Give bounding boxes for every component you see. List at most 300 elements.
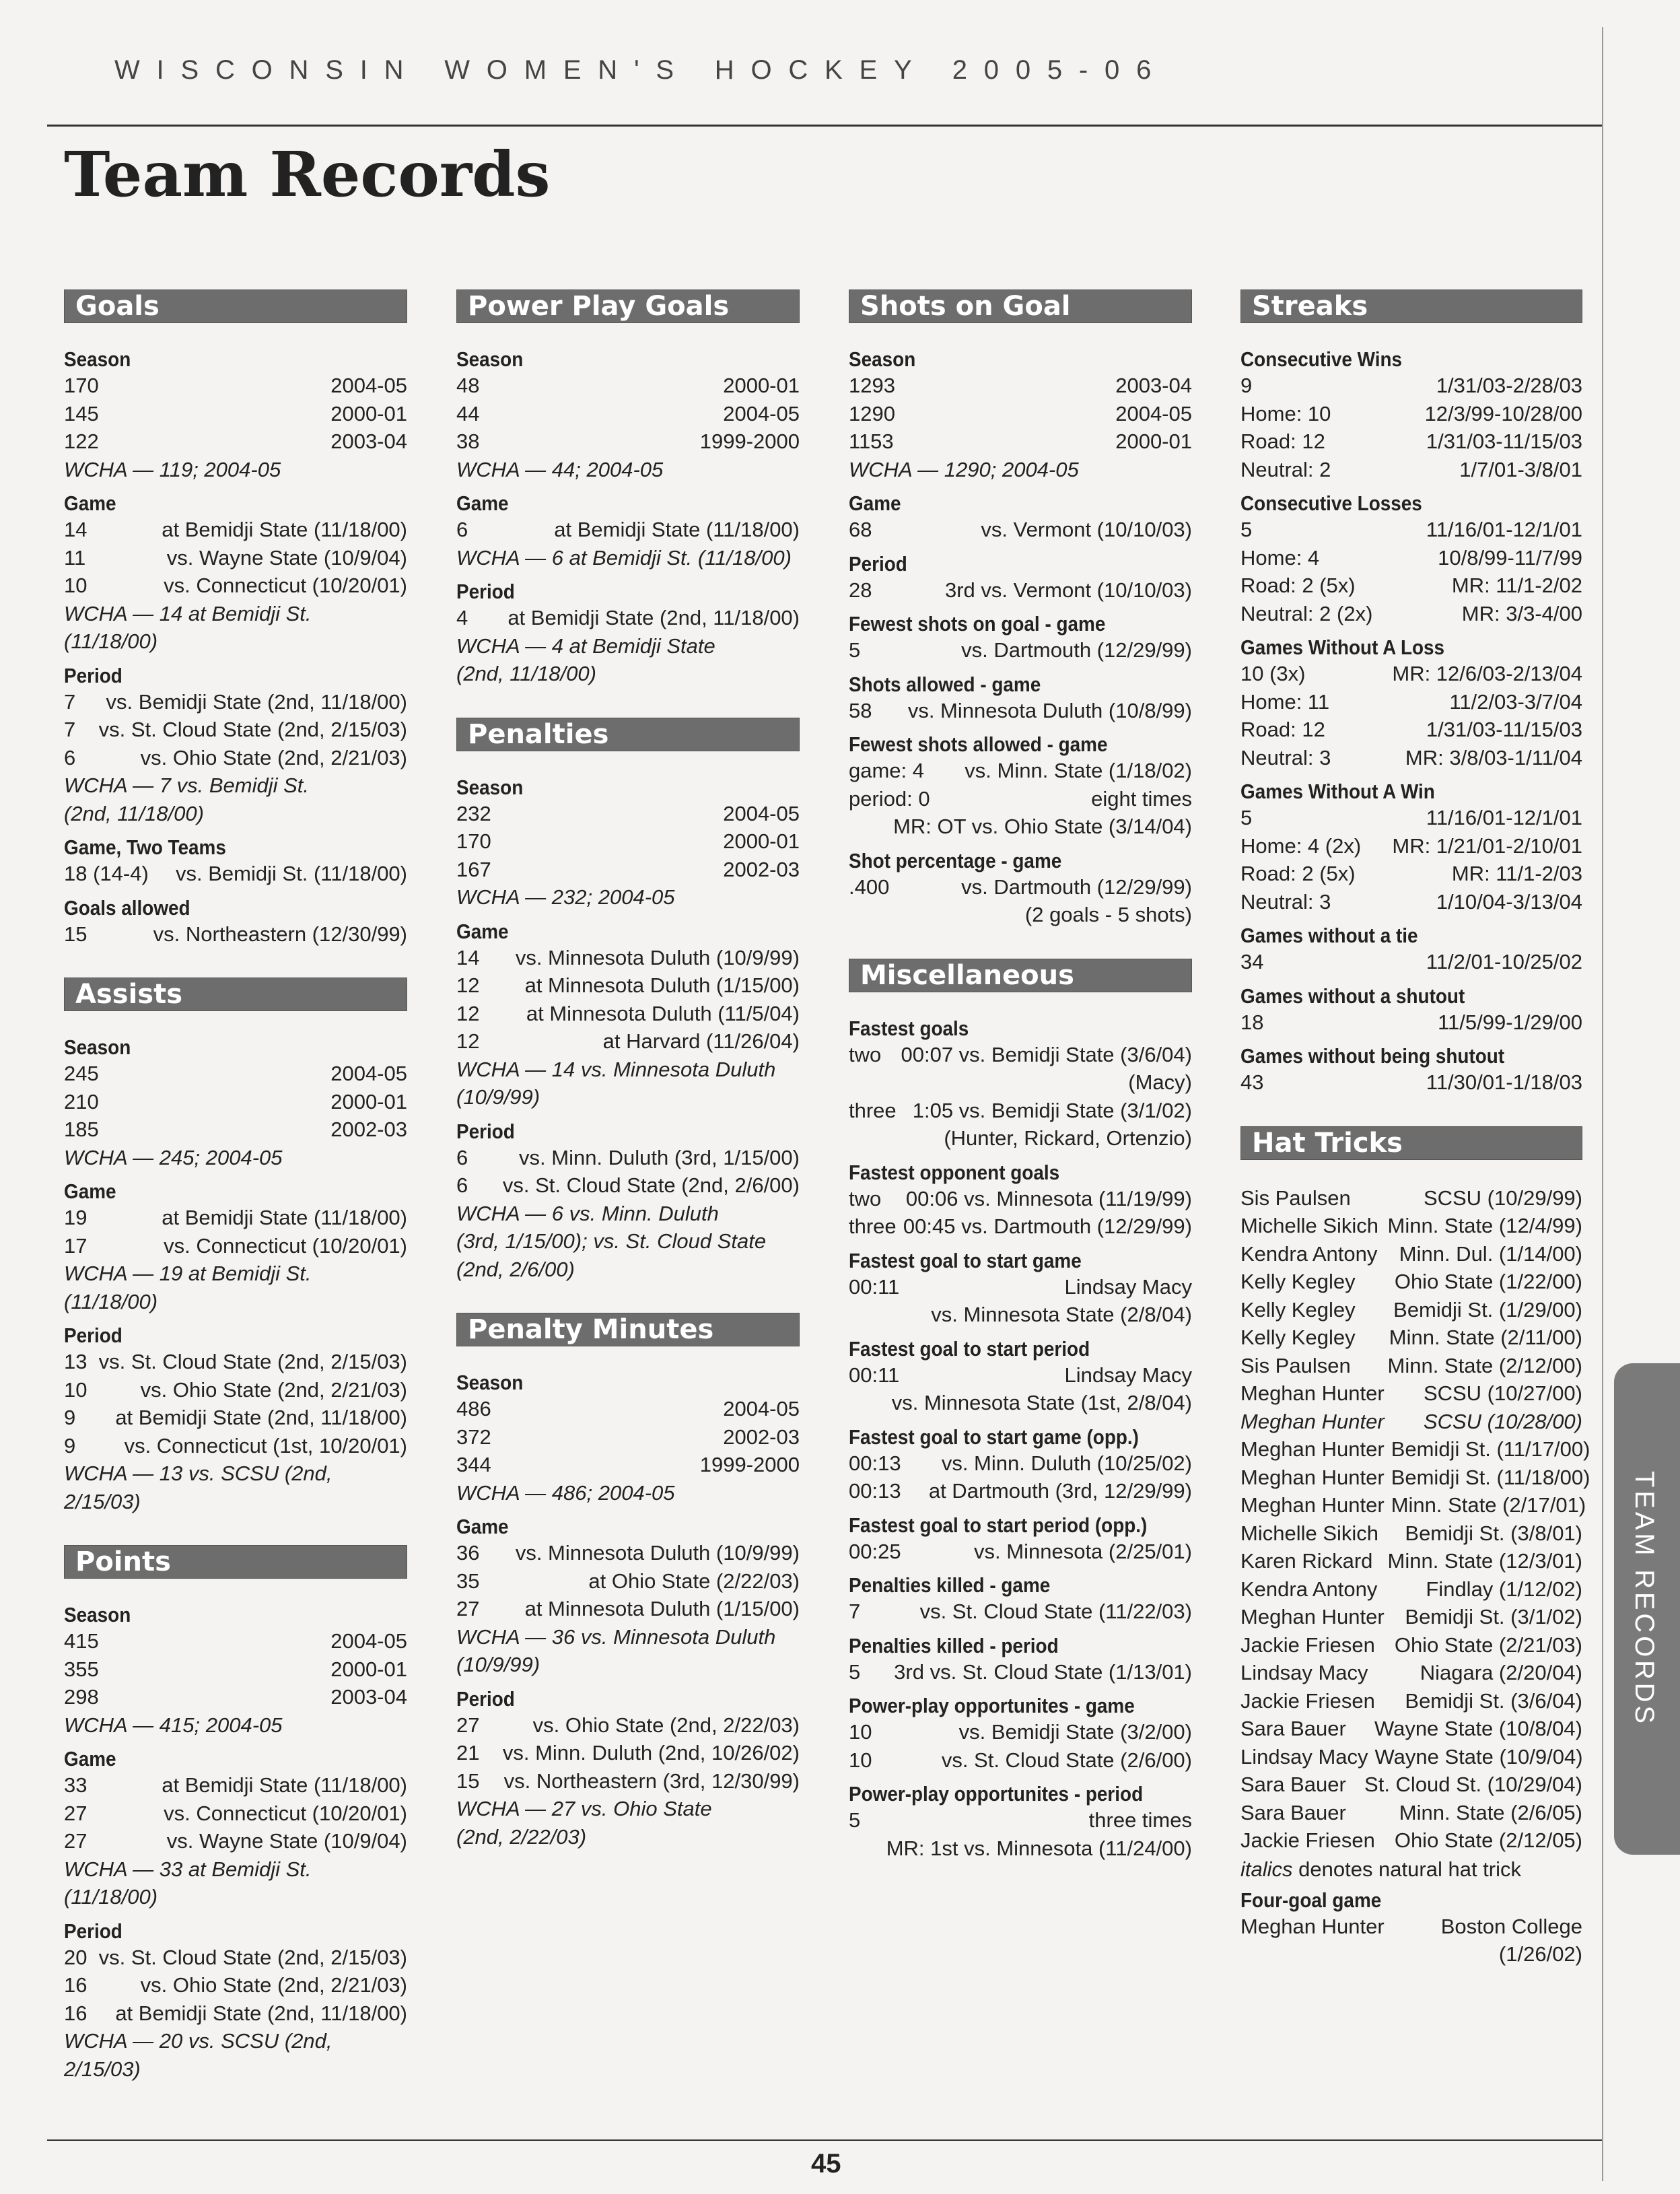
record-category-label: Power-play opportunites - period (849, 1782, 1144, 1806)
record-detail: at Bemidji State (11/18/00) (162, 1773, 407, 1797)
record-value: 415 (64, 1629, 99, 1653)
record-row (1240, 1799, 1582, 1827)
record-value: 344 (456, 1453, 491, 1476)
record-value: 372 (456, 1425, 491, 1449)
wcha-record-note: WCHA — 486; 2004-05 (456, 1480, 675, 1505)
record-detail: vs. Minn. Duluth (2nd, 10/26/02) (502, 1741, 800, 1764)
record-detail: 11/16/01-12/1/01 (1426, 518, 1582, 541)
footer-rule (47, 2139, 1602, 2141)
record-value: 10 (64, 574, 88, 597)
record-detail: vs. Minn. Duluth (10/25/02) (941, 1451, 1192, 1475)
record-detail: vs. Connecticut (10/20/01) (164, 1233, 407, 1258)
record-value: Neutral: 3 (1240, 745, 1331, 769)
record-value: two (849, 1042, 882, 1066)
record-row (849, 1273, 1192, 1301)
record-category-label: Power-play opportunites - game (849, 1694, 1135, 1717)
wcha-record-note: WCHA — 6 at Bemidji St. (11/18/00) (456, 545, 792, 570)
record-category-label: Season (64, 1035, 131, 1059)
record-category (64, 835, 407, 888)
record-value: 9 (1240, 374, 1253, 397)
record-row (1240, 427, 1582, 456)
record-row (64, 744, 407, 772)
record-value: three (849, 1098, 897, 1122)
record-row (849, 873, 1192, 901)
record-row (1240, 1743, 1582, 1771)
wcha-record-note: WCHA — 4 at Bemidji State (456, 633, 715, 658)
record-row (456, 1567, 800, 1596)
wcha-record-note: WCHA — 13 vs. SCSU (2nd, 2/15/03) (64, 1462, 332, 1513)
record-detail: vs. Ohio State (2nd, 2/21/03) (140, 1377, 407, 1402)
record-detail: 2004-05 (723, 1397, 800, 1420)
record-row (849, 1806, 1192, 1835)
record-category-label: Period (456, 580, 515, 603)
record-value: 210 (64, 1089, 99, 1113)
record-detail: 3rd vs. St. Cloud State (1/13/01) (894, 1659, 1192, 1684)
record-detail: at Harvard (11/26/04) (602, 1029, 800, 1053)
wcha-record-note: WCHA — 36 vs. Minnesota Duluth (456, 1624, 776, 1649)
record-value: 5 (1240, 518, 1253, 541)
record-row (1240, 948, 1582, 976)
record-row (1240, 1240, 1582, 1268)
record-value: 7 (849, 1600, 861, 1623)
record-value: Kelly Kegley (1240, 1297, 1356, 1322)
record-category-label: Game, Two Teams (64, 835, 226, 859)
record-detail: 11/16/01-12/1/01 (1426, 806, 1582, 829)
record-detail: Minn. State (2/6/05) (1399, 1800, 1582, 1824)
record-row (1240, 1068, 1582, 1097)
column-1 (64, 289, 407, 2113)
record-value: 27 (64, 1801, 88, 1825)
record-category-label: Game (849, 491, 901, 515)
record-row (1240, 1008, 1582, 1037)
record-category-label: Games without a tie (1240, 924, 1418, 947)
record-value: 58 (849, 698, 872, 722)
record-row (64, 516, 407, 544)
record-value: three (849, 1214, 897, 1238)
record-detail: MR: 12/6/03-2/13/04 (1392, 662, 1582, 685)
record-detail: vs. Minnesota Duluth (10/9/99) (515, 1541, 800, 1565)
record-row (64, 1204, 407, 1232)
record-detail: vs. Wayne State (10/9/04) (166, 545, 407, 570)
record-value: Meghan Hunter (1240, 1914, 1385, 1938)
record-value: 10 (64, 1377, 88, 1402)
record-category-label: Games Without A Win (1240, 780, 1435, 803)
record-category-label: Game (64, 1747, 116, 1771)
column-2 (456, 289, 800, 1880)
record-category-label: Season (456, 1371, 524, 1394)
record-row (849, 1212, 1192, 1241)
record-row (1240, 600, 1582, 628)
record-detail: 2003-04 (1115, 374, 1192, 397)
record-row (64, 1404, 407, 1432)
record-value: 00:11 (849, 1363, 900, 1387)
record-value: 12 (456, 1029, 480, 1053)
record-value: Sis Paulsen (1240, 1186, 1351, 1210)
record-value: Jackie Friesen (1240, 1633, 1375, 1657)
record-value: 167 (456, 857, 491, 881)
record-row (456, 1539, 800, 1567)
record-row (1240, 544, 1582, 572)
record-value: 15 (456, 1769, 480, 1793)
record-value: Sis Paulsen (1240, 1353, 1351, 1377)
section-goals (64, 289, 407, 948)
record-value: Kendra Antony (1240, 1241, 1378, 1266)
record-value: 1293 (849, 374, 895, 397)
record-category-label: Fastest opponent goals (849, 1160, 1060, 1184)
record-category-label: Fastest goal to start game (opp.) (849, 1425, 1139, 1449)
record-row (64, 427, 407, 456)
record-row (456, 827, 800, 856)
record-category-label: Fastest goal to start period (849, 1336, 1090, 1361)
record-row (1240, 1212, 1582, 1240)
record-detail: 1/10/04-3/13/04 (1436, 889, 1582, 914)
record-value: Sara Bauer (1240, 1800, 1346, 1824)
record-category-label: Season (64, 1603, 131, 1626)
record-row (849, 757, 1192, 785)
record-row (849, 372, 1192, 400)
record-row (849, 1361, 1192, 1390)
record-row (849, 427, 1192, 456)
section-ppg (456, 289, 800, 688)
record-detail: 11/5/99-1/29/00 (1438, 1010, 1582, 1034)
wcha-record-note: (2nd, 2/6/00) (456, 1257, 575, 1281)
record-value: 245 (64, 1062, 99, 1085)
record-category-label: Season (456, 347, 524, 371)
record-value: 6 (456, 1145, 468, 1169)
record-category (1240, 491, 1582, 627)
record-detail: Bemidji St. (3/1/02) (1405, 1605, 1582, 1629)
record-category-label: Games without a shutout (1240, 984, 1465, 1008)
record-detail: Ohio State (2/12/05) (1394, 1828, 1582, 1852)
record-row (64, 1088, 407, 1116)
record-category-label: Game (456, 1515, 509, 1538)
record-row (1240, 1268, 1582, 1296)
record-value: 14 (64, 518, 88, 541)
section-misc (849, 959, 1192, 1863)
record-value: 43 (1240, 1070, 1264, 1094)
record-row (64, 920, 407, 949)
record-value: 5 (1240, 806, 1253, 829)
wcha-record-note: WCHA — 7 vs. Bemidji St. (64, 774, 310, 797)
record-value: 232 (456, 801, 491, 825)
record-row (1240, 1913, 1582, 1941)
record-row (849, 400, 1192, 428)
record-value: 1290 (849, 401, 895, 425)
record-detail: Minn. State (12/4/99) (1387, 1214, 1582, 1237)
record-value: Jackie Friesen (1240, 1828, 1375, 1852)
record-value: Jackie Friesen (1240, 1688, 1375, 1713)
wcha-record-note: (10/9/99) (456, 1085, 540, 1109)
record-detail: at Minnesota Duluth (1/15/00) (524, 1597, 800, 1620)
record-row (456, 372, 800, 400)
section-points (64, 1545, 407, 2083)
record-category (64, 1603, 407, 1739)
page-number: 45 (811, 2149, 841, 2179)
record-detail: Minn. State (2/12/00) (1387, 1353, 1582, 1377)
record-row (1240, 888, 1582, 916)
page-title: Team Records (64, 138, 551, 211)
record-value: Neutral: 2 (1240, 457, 1331, 481)
record-category (849, 1513, 1192, 1566)
record-category (64, 1179, 407, 1315)
record-row (64, 860, 407, 888)
record-detail: vs. Bemidji St. (11/18/00) (175, 862, 407, 885)
record-category (849, 1634, 1192, 1686)
record-row (64, 372, 407, 400)
record-category (849, 1017, 1192, 1153)
record-category-label: Consecutive Losses (1240, 491, 1422, 515)
record-continuation: vs. Minnesota State (2/8/04) (931, 1303, 1192, 1326)
wcha-record-note: WCHA — 20 vs. SCSU (2nd, 2/15/03) (64, 2029, 332, 2081)
record-category (849, 1573, 1192, 1626)
record-row (456, 800, 800, 828)
record-detail: Lindsay Macy (1064, 1274, 1192, 1299)
record-category (64, 664, 407, 828)
record-detail: vs. Dartmouth (12/29/99) (961, 875, 1192, 899)
record-category-label: Season (849, 347, 916, 371)
record-detail: at Bemidji State (11/18/00) (162, 518, 407, 541)
record-row (456, 1595, 800, 1623)
record-row (849, 576, 1192, 605)
record-detail: 00:45 vs. Dartmouth (12/29/99) (903, 1214, 1192, 1238)
section-heading: Streaks (1240, 289, 1582, 323)
record-value: two (849, 1186, 882, 1210)
record-detail: Ohio State (2/21/03) (1394, 1633, 1582, 1657)
record-category-label: Game (456, 491, 509, 515)
record-detail: vs. St. Cloud State (2nd, 2/6/00) (502, 1173, 800, 1197)
record-value: Sara Bauer (1240, 1717, 1346, 1740)
record-value: 7 (64, 718, 76, 741)
wcha-record-note: (3rd, 1/15/00); vs. St. Cloud State (456, 1229, 767, 1253)
record-detail: 1/7/01-3/8/01 (1459, 457, 1582, 481)
record-detail: three times (1088, 1808, 1192, 1832)
record-detail: vs. Minnesota Duluth (10/8/99) (907, 698, 1192, 722)
record-value: 6 (456, 1173, 468, 1197)
wcha-record-note: WCHA — 44; 2004-05 (456, 457, 664, 481)
record-value: 27 (456, 1713, 480, 1737)
record-category (849, 1782, 1192, 1862)
record-continuation: MR: OT vs. Ohio State (3/14/04) (893, 815, 1192, 838)
record-row (456, 1144, 800, 1172)
record-category (64, 347, 407, 483)
record-detail: 1/31/03-2/28/03 (1436, 374, 1582, 397)
column-4 (1240, 289, 1590, 1998)
record-row (64, 400, 407, 428)
record-category-label: Game (64, 491, 116, 515)
record-value: 298 (64, 1685, 99, 1709)
record-row (849, 1538, 1192, 1566)
record-detail: 11/2/03-3/7/04 (1449, 689, 1582, 714)
record-category (849, 732, 1192, 841)
record-row (64, 1971, 407, 1999)
record-row (1240, 1631, 1582, 1659)
record-row (1240, 400, 1582, 428)
record-detail: Minn. State (2/17/01) (1391, 1493, 1586, 1517)
record-category (849, 1249, 1192, 1329)
record-category-label: Game (456, 919, 509, 943)
record-value: 68 (849, 518, 872, 541)
record-value: 21 (456, 1741, 480, 1764)
record-detail: MR: 11/1-2/02 (1451, 574, 1582, 597)
record-row (1240, 456, 1582, 484)
record-category (64, 1324, 407, 1515)
record-row (456, 971, 800, 1000)
record-row (64, 1627, 407, 1655)
record-detail: at Bemidji State (11/18/00) (554, 518, 800, 541)
record-value: 33 (64, 1773, 88, 1797)
record-detail: vs. St. Cloud State (11/22/03) (919, 1600, 1192, 1623)
record-value: Meghan Hunter (1240, 1465, 1385, 1489)
record-category-label: Shot percentage - game (849, 848, 1062, 872)
record-value: Kelly Kegley (1240, 1270, 1356, 1293)
record-category (456, 1687, 800, 1851)
record-detail: 2000-01 (330, 1657, 407, 1681)
record-detail: Wayne State (10/8/04) (1374, 1717, 1582, 1740)
record-category (456, 580, 800, 688)
natural-hat-trick-note (1240, 1855, 1582, 1884)
record-detail: MR: 3/8/03-1/11/04 (1405, 745, 1582, 769)
record-continuation: (Macy) (1128, 1070, 1192, 1094)
record-detail: Bemidji St. (3/8/01) (1405, 1521, 1582, 1545)
record-value: 27 (64, 1829, 88, 1853)
record-detail: Lindsay Macy (1064, 1363, 1192, 1387)
record-row (64, 1376, 407, 1404)
record-category-label: Fastest goal to start game (849, 1248, 1082, 1272)
record-row (849, 1477, 1192, 1505)
record-category (849, 1161, 1192, 1241)
record-value: 27 (456, 1597, 480, 1620)
record-detail: St. Cloud St. (10/29/04) (1364, 1773, 1582, 1796)
record-category (849, 612, 1192, 664)
record-detail: Findlay (1/12/02) (1426, 1577, 1582, 1601)
record-row (1240, 1352, 1582, 1380)
record-row (1240, 1435, 1590, 1464)
record-row (1240, 1184, 1582, 1212)
record-row (1240, 832, 1582, 860)
record-value: Karen Rickard (1240, 1549, 1373, 1573)
record-value: period: 0 (849, 786, 930, 811)
record-detail: vs. Minnesota Duluth (10/9/99) (515, 945, 800, 969)
record-value: 5 (849, 1659, 861, 1684)
record-row (456, 1171, 800, 1200)
section-streaks (1240, 289, 1582, 1097)
record-row (1240, 804, 1582, 832)
record-detail: vs. Connecticut (10/20/01) (164, 574, 407, 597)
wcha-record-note: WCHA — 14 at Bemidji St. (11/18/00) (64, 601, 312, 653)
record-category (1240, 1044, 1582, 1097)
record-detail: 2000-01 (723, 829, 800, 853)
record-value: Meghan Hunter (1240, 1605, 1385, 1629)
record-detail: 2004-05 (330, 374, 407, 397)
record-category (456, 1371, 800, 1507)
column-3 (849, 289, 1192, 1892)
record-row (1240, 1575, 1582, 1604)
record-category-label: Penalties killed - period (849, 1633, 1059, 1657)
record-category-label: Period (64, 1324, 123, 1347)
record-value: 355 (64, 1657, 99, 1681)
record-category-label: Period (64, 663, 123, 687)
record-detail: 1/31/03-11/15/03 (1426, 430, 1582, 453)
record-value: Meghan Hunter (1240, 1493, 1385, 1517)
record-value: 19 (64, 1206, 88, 1229)
record-category (1240, 984, 1582, 1037)
record-row (849, 1449, 1192, 1478)
record-row (1240, 1408, 1582, 1436)
wcha-record-note: (2nd, 2/22/03) (456, 1824, 587, 1849)
record-detail: eight times (1091, 786, 1192, 811)
record-detail: vs. St. Cloud State (2/6/00) (941, 1748, 1192, 1772)
record-value: Meghan Hunter (1240, 1381, 1385, 1405)
record-value: 35 (456, 1569, 480, 1593)
record-row (849, 516, 1192, 544)
record-category-label: Fastest goal to start period (opp.) (849, 1513, 1148, 1537)
record-value: 00:25 (849, 1539, 901, 1563)
record-detail: 2004-05 (330, 1062, 407, 1085)
record-row (64, 1771, 407, 1799)
record-category-label: Four-goal game (1240, 1888, 1382, 1912)
wcha-record-note: (10/9/99) (456, 1653, 540, 1676)
record-detail: vs. Dartmouth (12/29/99) (961, 638, 1192, 662)
record-value: Home: 11 (1240, 689, 1330, 714)
record-category-label: Period (849, 551, 907, 576)
record-value: 16 (64, 2001, 88, 2025)
record-row (849, 1658, 1192, 1686)
record-row (1240, 572, 1582, 600)
side-tab-label: TEAM RECORDS (1630, 1471, 1659, 1727)
record-detail: 1999-2000 (699, 430, 800, 453)
record-row (849, 1746, 1192, 1775)
record-category-label: Period (64, 1919, 123, 1943)
record-row (456, 1711, 800, 1740)
record-row (1240, 516, 1582, 544)
record-detail: 2000-01 (330, 1089, 407, 1113)
record-category (849, 673, 1192, 725)
record-row (64, 1799, 407, 1828)
record-value: 9 (64, 1406, 76, 1429)
record-category (849, 1694, 1192, 1774)
record-value: 15 (64, 922, 88, 946)
record-detail: 2002-03 (723, 857, 800, 881)
record-value: game: 4 (849, 759, 925, 782)
record-detail: 2000-01 (723, 374, 800, 397)
record-value: 10 (3x) (1240, 662, 1306, 685)
record-category (849, 1337, 1192, 1417)
section-heading: Hat Tricks (1240, 1126, 1582, 1160)
wcha-record-note: WCHA — 14 vs. Minnesota Duluth (456, 1057, 776, 1081)
record-category-label: Games without being shutout (1240, 1044, 1505, 1068)
record-category-label: Goals allowed (64, 895, 190, 920)
record-detail: vs. Minn. Duluth (3rd, 1/15/00) (519, 1145, 800, 1169)
record-detail: Bemidji St. (3/6/04) (1405, 1688, 1582, 1713)
wcha-record-note: WCHA — 119; 2004-05 (64, 457, 281, 481)
wcha-record-note: (2nd, 11/18/00) (456, 662, 596, 685)
record-value: 486 (456, 1397, 491, 1420)
record-value: 5 (849, 1808, 861, 1832)
wcha-record-note: WCHA — 415; 2004-05 (64, 1713, 283, 1737)
record-row (456, 856, 800, 884)
record-continuation: (1/26/02) (1498, 1942, 1582, 1966)
record-row (456, 516, 800, 544)
record-row (64, 1432, 407, 1460)
record-category (64, 491, 407, 656)
record-detail: Minn. Dul. (1/14/00) (1399, 1241, 1582, 1266)
record-detail: 11/2/01-10/25/02 (1426, 950, 1582, 973)
record-row (1240, 1296, 1582, 1324)
record-detail: 2003-04 (330, 1685, 407, 1709)
record-value: 170 (456, 829, 491, 853)
record-detail: 1:05 vs. Bemidji State (3/1/02) (912, 1098, 1192, 1122)
record-detail: MR: 3/3-4/00 (1461, 601, 1582, 625)
